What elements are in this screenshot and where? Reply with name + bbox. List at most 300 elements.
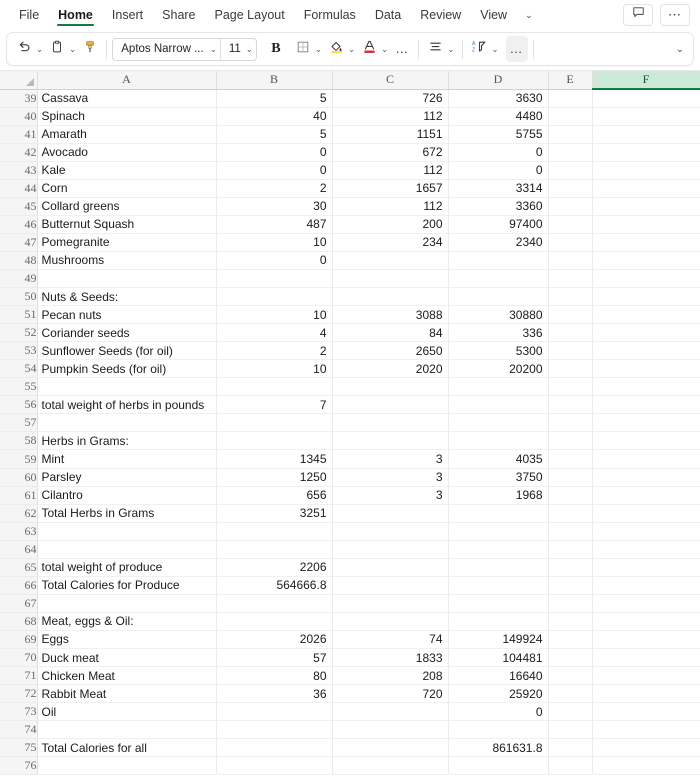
cell-B50[interactable] xyxy=(216,288,332,306)
cell-A39[interactable]: Cassava xyxy=(37,89,216,107)
cell-C46[interactable]: 200 xyxy=(332,215,448,233)
cell-A43[interactable]: Kale xyxy=(37,161,216,179)
cell-B46[interactable]: 487 xyxy=(216,215,332,233)
cell-A66[interactable]: Total Calories for Produce xyxy=(37,576,216,594)
table-row[interactable] xyxy=(0,630,700,648)
cell-E50[interactable] xyxy=(548,288,592,306)
cell-C69[interactable]: 74 xyxy=(332,630,448,648)
table-row[interactable] xyxy=(0,414,700,432)
table-row[interactable] xyxy=(0,378,700,396)
row-header-42[interactable]: 42 xyxy=(0,143,37,161)
cell-E67[interactable] xyxy=(548,594,592,612)
cell-D67[interactable] xyxy=(448,594,548,612)
column-header-A[interactable]: A xyxy=(37,71,216,89)
table-row[interactable] xyxy=(0,594,700,612)
cell-E41[interactable] xyxy=(548,125,592,143)
cell-B49[interactable] xyxy=(216,270,332,288)
row-header-44[interactable]: 44 xyxy=(0,179,37,197)
table-row[interactable] xyxy=(0,251,700,269)
cell-D76[interactable] xyxy=(448,757,548,775)
cell-C66[interactable] xyxy=(332,576,448,594)
comment-button[interactable] xyxy=(623,4,653,26)
cell-F56[interactable] xyxy=(592,396,700,414)
row-header-45[interactable]: 45 xyxy=(0,197,37,215)
cell-D56[interactable] xyxy=(448,396,548,414)
cell-E68[interactable] xyxy=(548,612,592,630)
table-row[interactable] xyxy=(0,685,700,703)
fill-color-button[interactable] xyxy=(325,36,347,62)
cell-A53[interactable]: Sunflower Seeds (for oil) xyxy=(37,342,216,360)
cell-D64[interactable] xyxy=(448,540,548,558)
cell-D49[interactable] xyxy=(448,270,548,288)
cell-C45[interactable]: 112 xyxy=(332,197,448,215)
cell-E64[interactable] xyxy=(548,540,592,558)
borders-button[interactable] xyxy=(292,36,314,62)
cell-A70[interactable]: Duck meat xyxy=(37,649,216,667)
cell-A47[interactable]: Pomegranite xyxy=(37,233,216,251)
cell-E62[interactable] xyxy=(548,504,592,522)
ribbon-tab-file[interactable]: File xyxy=(19,7,40,22)
cell-F65[interactable] xyxy=(592,558,700,576)
cell-E46[interactable] xyxy=(548,215,592,233)
table-row[interactable] xyxy=(0,504,700,522)
expand-ribbon-icon[interactable]: ⌄ xyxy=(675,43,684,55)
cell-E60[interactable] xyxy=(548,468,592,486)
cell-D47[interactable]: 2340 xyxy=(448,233,548,251)
cell-A45[interactable]: Collard greens xyxy=(37,197,216,215)
table-row[interactable] xyxy=(0,89,700,107)
cell-C42[interactable]: 672 xyxy=(332,143,448,161)
cell-D57[interactable] xyxy=(448,414,548,432)
cell-F41[interactable] xyxy=(592,125,700,143)
cell-E56[interactable] xyxy=(548,396,592,414)
cell-B67[interactable] xyxy=(216,594,332,612)
cell-B68[interactable] xyxy=(216,612,332,630)
cell-B69[interactable]: 2026 xyxy=(216,630,332,648)
row-header-56[interactable]: 56 xyxy=(0,396,37,414)
cell-A62[interactable]: Total Herbs in Grams xyxy=(37,504,216,522)
cell-A40[interactable]: Spinach xyxy=(37,107,216,125)
cell-F57[interactable] xyxy=(592,414,700,432)
table-row[interactable] xyxy=(0,540,700,558)
cell-C50[interactable] xyxy=(332,288,448,306)
cell-F53[interactable] xyxy=(592,342,700,360)
cell-A51[interactable]: Pecan nuts xyxy=(37,306,216,324)
table-row[interactable] xyxy=(0,197,700,215)
cell-F49[interactable] xyxy=(592,270,700,288)
cell-B55[interactable] xyxy=(216,378,332,396)
cell-C51[interactable]: 3088 xyxy=(332,306,448,324)
cell-F74[interactable] xyxy=(592,721,700,739)
cell-D52[interactable]: 336 xyxy=(448,324,548,342)
cell-C41[interactable]: 1151 xyxy=(332,125,448,143)
column-header-F[interactable]: F xyxy=(592,71,700,89)
row-header-57[interactable]: 57 xyxy=(0,414,37,432)
cell-B45[interactable]: 30 xyxy=(216,197,332,215)
ribbon-tab-page-layout[interactable]: Page Layout xyxy=(214,7,285,22)
cell-A65[interactable]: total weight of produce xyxy=(37,558,216,576)
cell-D58[interactable] xyxy=(448,432,548,450)
format-painter-button[interactable] xyxy=(79,36,101,62)
cell-F58[interactable] xyxy=(592,432,700,450)
cell-A71[interactable]: Chicken Meat xyxy=(37,667,216,685)
cell-F46[interactable] xyxy=(592,215,700,233)
cell-D55[interactable] xyxy=(448,378,548,396)
cell-C74[interactable] xyxy=(332,721,448,739)
cell-F51[interactable] xyxy=(592,306,700,324)
row-header-40[interactable]: 40 xyxy=(0,107,37,125)
table-row[interactable] xyxy=(0,270,700,288)
cell-A56[interactable]: total weight of herbs in pounds xyxy=(37,396,216,414)
cell-D65[interactable] xyxy=(448,558,548,576)
row-header-71[interactable]: 71 xyxy=(0,667,37,685)
cell-C44[interactable]: 1657 xyxy=(332,179,448,197)
cell-F72[interactable] xyxy=(592,685,700,703)
table-row[interactable] xyxy=(0,306,700,324)
cell-D72[interactable]: 25920 xyxy=(448,685,548,703)
row-header-41[interactable]: 41 xyxy=(0,125,37,143)
row-header-61[interactable]: 61 xyxy=(0,486,37,504)
cell-B52[interactable]: 4 xyxy=(216,324,332,342)
row-header-58[interactable]: 58 xyxy=(0,432,37,450)
row-header-60[interactable]: 60 xyxy=(0,468,37,486)
cell-B39[interactable]: 5 xyxy=(216,89,332,107)
cell-C76[interactable] xyxy=(332,757,448,775)
cell-F64[interactable] xyxy=(592,540,700,558)
table-row[interactable] xyxy=(0,576,700,594)
cell-E52[interactable] xyxy=(548,324,592,342)
cell-F70[interactable] xyxy=(592,649,700,667)
cell-E72[interactable] xyxy=(548,685,592,703)
cell-E59[interactable] xyxy=(548,450,592,468)
cell-E71[interactable] xyxy=(548,667,592,685)
cell-B62[interactable]: 3251 xyxy=(216,504,332,522)
more-options-button[interactable] xyxy=(660,4,690,26)
cell-A75[interactable]: Total Calories for all xyxy=(37,739,216,757)
cell-A73[interactable]: Oil xyxy=(37,703,216,721)
cell-B65[interactable]: 2206 xyxy=(216,558,332,576)
cell-E54[interactable] xyxy=(548,360,592,378)
cell-B71[interactable]: 80 xyxy=(216,667,332,685)
cell-D46[interactable]: 97400 xyxy=(448,215,548,233)
ribbon-tab-data[interactable]: Data xyxy=(374,7,402,22)
cell-E73[interactable] xyxy=(548,703,592,721)
select-all-corner[interactable] xyxy=(0,71,37,89)
row-header-76[interactable]: 76 xyxy=(0,757,37,775)
cell-B72[interactable]: 36 xyxy=(216,685,332,703)
cell-B53[interactable]: 2 xyxy=(216,342,332,360)
row-header-43[interactable]: 43 xyxy=(0,161,37,179)
cell-A52[interactable]: Coriander seeds xyxy=(37,324,216,342)
cell-B61[interactable]: 656 xyxy=(216,486,332,504)
row-header-48[interactable]: 48 xyxy=(0,251,37,269)
cell-B42[interactable]: 0 xyxy=(216,143,332,161)
cell-B70[interactable]: 57 xyxy=(216,649,332,667)
ribbon-overflow-chevron-icon[interactable]: ⌄ xyxy=(525,9,533,20)
cell-C59[interactable]: 3 xyxy=(332,450,448,468)
cell-A68[interactable]: Meat, eggs & Oil: xyxy=(37,612,216,630)
cell-F68[interactable] xyxy=(592,612,700,630)
cell-D68[interactable] xyxy=(448,612,548,630)
row-header-73[interactable]: 73 xyxy=(0,703,37,721)
align-button[interactable] xyxy=(424,36,446,62)
cell-C56[interactable] xyxy=(332,396,448,414)
cell-F54[interactable] xyxy=(592,360,700,378)
cell-D69[interactable]: 149924 xyxy=(448,630,548,648)
bold-button[interactable] xyxy=(265,36,287,62)
font-size-chevron-icon[interactable]: ⌄ xyxy=(245,43,253,54)
ribbon-tab-formulas[interactable]: Formulas xyxy=(303,7,356,22)
cell-D41[interactable]: 5755 xyxy=(448,125,548,143)
cell-C53[interactable]: 2650 xyxy=(332,342,448,360)
cell-B57[interactable] xyxy=(216,414,332,432)
row-header-66[interactable]: 66 xyxy=(0,576,37,594)
cell-E58[interactable] xyxy=(548,432,592,450)
cell-C57[interactable] xyxy=(332,414,448,432)
cell-B75[interactable] xyxy=(216,739,332,757)
cell-F39[interactable] xyxy=(592,89,700,107)
row-header-67[interactable]: 67 xyxy=(0,594,37,612)
cell-F40[interactable] xyxy=(592,107,700,125)
cell-A58[interactable]: Herbs in Grams: xyxy=(37,432,216,450)
table-row[interactable] xyxy=(0,161,700,179)
cell-D40[interactable]: 4480 xyxy=(448,107,548,125)
cell-B66[interactable]: 564666.8 xyxy=(216,576,332,594)
cell-A69[interactable]: Eggs xyxy=(37,630,216,648)
cell-B51[interactable]: 10 xyxy=(216,306,332,324)
cell-E47[interactable] xyxy=(548,233,592,251)
cell-D54[interactable]: 20200 xyxy=(448,360,548,378)
cell-B54[interactable]: 10 xyxy=(216,360,332,378)
cell-E61[interactable] xyxy=(548,486,592,504)
cell-F75[interactable] xyxy=(592,739,700,757)
undo-button[interactable] xyxy=(13,36,35,62)
cell-C64[interactable] xyxy=(332,540,448,558)
row-header-68[interactable]: 68 xyxy=(0,612,37,630)
cell-A61[interactable]: Cilantro xyxy=(37,486,216,504)
row-header-69[interactable]: 69 xyxy=(0,630,37,648)
cell-C54[interactable]: 2020 xyxy=(332,360,448,378)
cell-D42[interactable]: 0 xyxy=(448,143,548,161)
ribbon-tab-share[interactable]: Share xyxy=(162,7,196,22)
row-header-74[interactable]: 74 xyxy=(0,721,37,739)
table-row[interactable] xyxy=(0,342,700,360)
cell-D50[interactable] xyxy=(448,288,548,306)
cell-D71[interactable]: 16640 xyxy=(448,667,548,685)
table-row[interactable] xyxy=(0,703,700,721)
table-row[interactable] xyxy=(0,233,700,251)
cell-C73[interactable] xyxy=(332,703,448,721)
paste-dropdown-chevron-icon[interactable]: ⌄ xyxy=(69,43,77,54)
cell-F42[interactable] xyxy=(592,143,700,161)
row-header-70[interactable]: 70 xyxy=(0,649,37,667)
table-row[interactable] xyxy=(0,396,700,414)
cell-F47[interactable] xyxy=(592,233,700,251)
cell-D73[interactable]: 0 xyxy=(448,703,548,721)
cell-D70[interactable]: 104481 xyxy=(448,649,548,667)
table-row[interactable] xyxy=(0,612,700,630)
cell-C58[interactable] xyxy=(332,432,448,450)
cell-B41[interactable]: 5 xyxy=(216,125,332,143)
table-row[interactable] xyxy=(0,558,700,576)
cell-F48[interactable] xyxy=(592,251,700,269)
table-row[interactable] xyxy=(0,486,700,504)
cell-F59[interactable] xyxy=(592,450,700,468)
cell-C61[interactable]: 3 xyxy=(332,486,448,504)
spreadsheet-grid[interactable] xyxy=(0,70,700,784)
cell-D48[interactable] xyxy=(448,251,548,269)
table-row[interactable] xyxy=(0,649,700,667)
cell-A74[interactable] xyxy=(37,721,216,739)
table-row[interactable] xyxy=(0,107,700,125)
cell-D53[interactable]: 5300 xyxy=(448,342,548,360)
cell-C43[interactable]: 112 xyxy=(332,161,448,179)
row-header-59[interactable]: 59 xyxy=(0,450,37,468)
cell-A57[interactable] xyxy=(37,414,216,432)
column-header-D[interactable]: D xyxy=(448,71,548,89)
cell-D75[interactable]: 861631.8 xyxy=(448,739,548,757)
cell-F43[interactable] xyxy=(592,161,700,179)
table-row[interactable] xyxy=(0,432,700,450)
ribbon-tab-review[interactable]: Review xyxy=(420,7,462,22)
cell-D59[interactable]: 4035 xyxy=(448,450,548,468)
cell-C60[interactable]: 3 xyxy=(332,468,448,486)
ribbon-tab-home[interactable]: Home xyxy=(49,4,102,27)
cell-E39[interactable] xyxy=(548,89,592,107)
table-row[interactable] xyxy=(0,757,700,775)
table-row[interactable] xyxy=(0,522,700,540)
row-header-47[interactable]: 47 xyxy=(0,233,37,251)
table-row[interactable] xyxy=(0,215,700,233)
cell-B76[interactable] xyxy=(216,757,332,775)
cell-C70[interactable]: 1833 xyxy=(332,649,448,667)
cell-D39[interactable]: 3630 xyxy=(448,89,548,107)
row-header-39[interactable]: 39 xyxy=(0,89,37,107)
cell-C75[interactable] xyxy=(332,739,448,757)
cell-D66[interactable] xyxy=(448,576,548,594)
cell-E55[interactable] xyxy=(548,378,592,396)
row-header-49[interactable]: 49 xyxy=(0,270,37,288)
column-header-E[interactable]: E xyxy=(548,71,592,89)
table-row[interactable] xyxy=(0,360,700,378)
cell-C65[interactable] xyxy=(332,558,448,576)
cell-E45[interactable] xyxy=(548,197,592,215)
cell-B59[interactable]: 1345 xyxy=(216,450,332,468)
cell-F66[interactable] xyxy=(592,576,700,594)
cell-A64[interactable] xyxy=(37,540,216,558)
cell-B56[interactable]: 7 xyxy=(216,396,332,414)
cell-A44[interactable]: Corn xyxy=(37,179,216,197)
cell-A46[interactable]: Butternut Squash xyxy=(37,215,216,233)
row-header-62[interactable]: 62 xyxy=(0,504,37,522)
cell-C48[interactable] xyxy=(332,251,448,269)
row-header-53[interactable]: 53 xyxy=(0,342,37,360)
table-row[interactable] xyxy=(0,143,700,161)
font-color-button[interactable] xyxy=(358,36,380,62)
cell-B60[interactable]: 1250 xyxy=(216,468,332,486)
cell-D43[interactable]: 0 xyxy=(448,161,548,179)
table-row[interactable] xyxy=(0,125,700,143)
cell-C39[interactable]: 726 xyxy=(332,89,448,107)
row-header-75[interactable]: 75 xyxy=(0,739,37,757)
row-header-50[interactable]: 50 xyxy=(0,288,37,306)
cell-E63[interactable] xyxy=(548,522,592,540)
paste-button[interactable] xyxy=(46,36,68,62)
cell-C71[interactable]: 208 xyxy=(332,667,448,685)
cell-E74[interactable] xyxy=(548,721,592,739)
cell-C47[interactable]: 234 xyxy=(332,233,448,251)
font-name-combo[interactable] xyxy=(112,38,257,61)
cell-B63[interactable] xyxy=(216,522,332,540)
cell-E53[interactable] xyxy=(548,342,592,360)
table-row[interactable] xyxy=(0,739,700,757)
cell-F69[interactable] xyxy=(592,630,700,648)
cell-E51[interactable] xyxy=(548,306,592,324)
cell-E66[interactable] xyxy=(548,576,592,594)
cell-B48[interactable]: 0 xyxy=(216,251,332,269)
cell-D60[interactable]: 3750 xyxy=(448,468,548,486)
cell-A54[interactable]: Pumpkin Seeds (for oil) xyxy=(37,360,216,378)
cell-F63[interactable] xyxy=(592,522,700,540)
table-row[interactable] xyxy=(0,324,700,342)
row-header-72[interactable]: 72 xyxy=(0,685,37,703)
cell-A55[interactable] xyxy=(37,378,216,396)
row-header-46[interactable]: 46 xyxy=(0,215,37,233)
cell-B43[interactable]: 0 xyxy=(216,161,332,179)
row-header-64[interactable]: 64 xyxy=(0,540,37,558)
cell-D74[interactable] xyxy=(448,721,548,739)
cell-D63[interactable] xyxy=(448,522,548,540)
cell-F60[interactable] xyxy=(592,468,700,486)
cell-E69[interactable] xyxy=(548,630,592,648)
cell-C49[interactable] xyxy=(332,270,448,288)
more-font-options-button[interactable] xyxy=(391,36,413,62)
cell-F67[interactable] xyxy=(592,594,700,612)
cell-B40[interactable]: 40 xyxy=(216,107,332,125)
cell-A48[interactable]: Mushrooms xyxy=(37,251,216,269)
cell-C40[interactable]: 112 xyxy=(332,107,448,125)
table-row[interactable] xyxy=(0,721,700,739)
cell-B47[interactable]: 10 xyxy=(216,233,332,251)
row-header-51[interactable]: 51 xyxy=(0,306,37,324)
cell-E49[interactable] xyxy=(548,270,592,288)
table-row[interactable] xyxy=(0,450,700,468)
undo-dropdown-chevron-icon[interactable]: ⌄ xyxy=(36,43,44,54)
sort-filter-chevron-icon[interactable]: ⌄ xyxy=(491,43,499,54)
cell-A72[interactable]: Rabbit Meat xyxy=(37,685,216,703)
cell-A60[interactable]: Parsley xyxy=(37,468,216,486)
cell-B74[interactable] xyxy=(216,721,332,739)
table-row[interactable] xyxy=(0,288,700,306)
cell-F73[interactable] xyxy=(592,703,700,721)
cell-E43[interactable] xyxy=(548,161,592,179)
cell-F71[interactable] xyxy=(592,667,700,685)
row-header-63[interactable]: 63 xyxy=(0,522,37,540)
cell-D44[interactable]: 3314 xyxy=(448,179,548,197)
row-header-55[interactable]: 55 xyxy=(0,378,37,396)
table-row[interactable] xyxy=(0,468,700,486)
cell-C62[interactable] xyxy=(332,504,448,522)
fill-color-chevron-icon[interactable]: ⌄ xyxy=(348,43,356,54)
cell-E44[interactable] xyxy=(548,179,592,197)
cell-F61[interactable] xyxy=(592,486,700,504)
cell-C72[interactable]: 720 xyxy=(332,685,448,703)
row-header-65[interactable]: 65 xyxy=(0,558,37,576)
cell-D45[interactable]: 3360 xyxy=(448,197,548,215)
cell-A41[interactable]: Amarath xyxy=(37,125,216,143)
cell-C67[interactable] xyxy=(332,594,448,612)
cell-A50[interactable]: Nuts & Seeds: xyxy=(37,288,216,306)
